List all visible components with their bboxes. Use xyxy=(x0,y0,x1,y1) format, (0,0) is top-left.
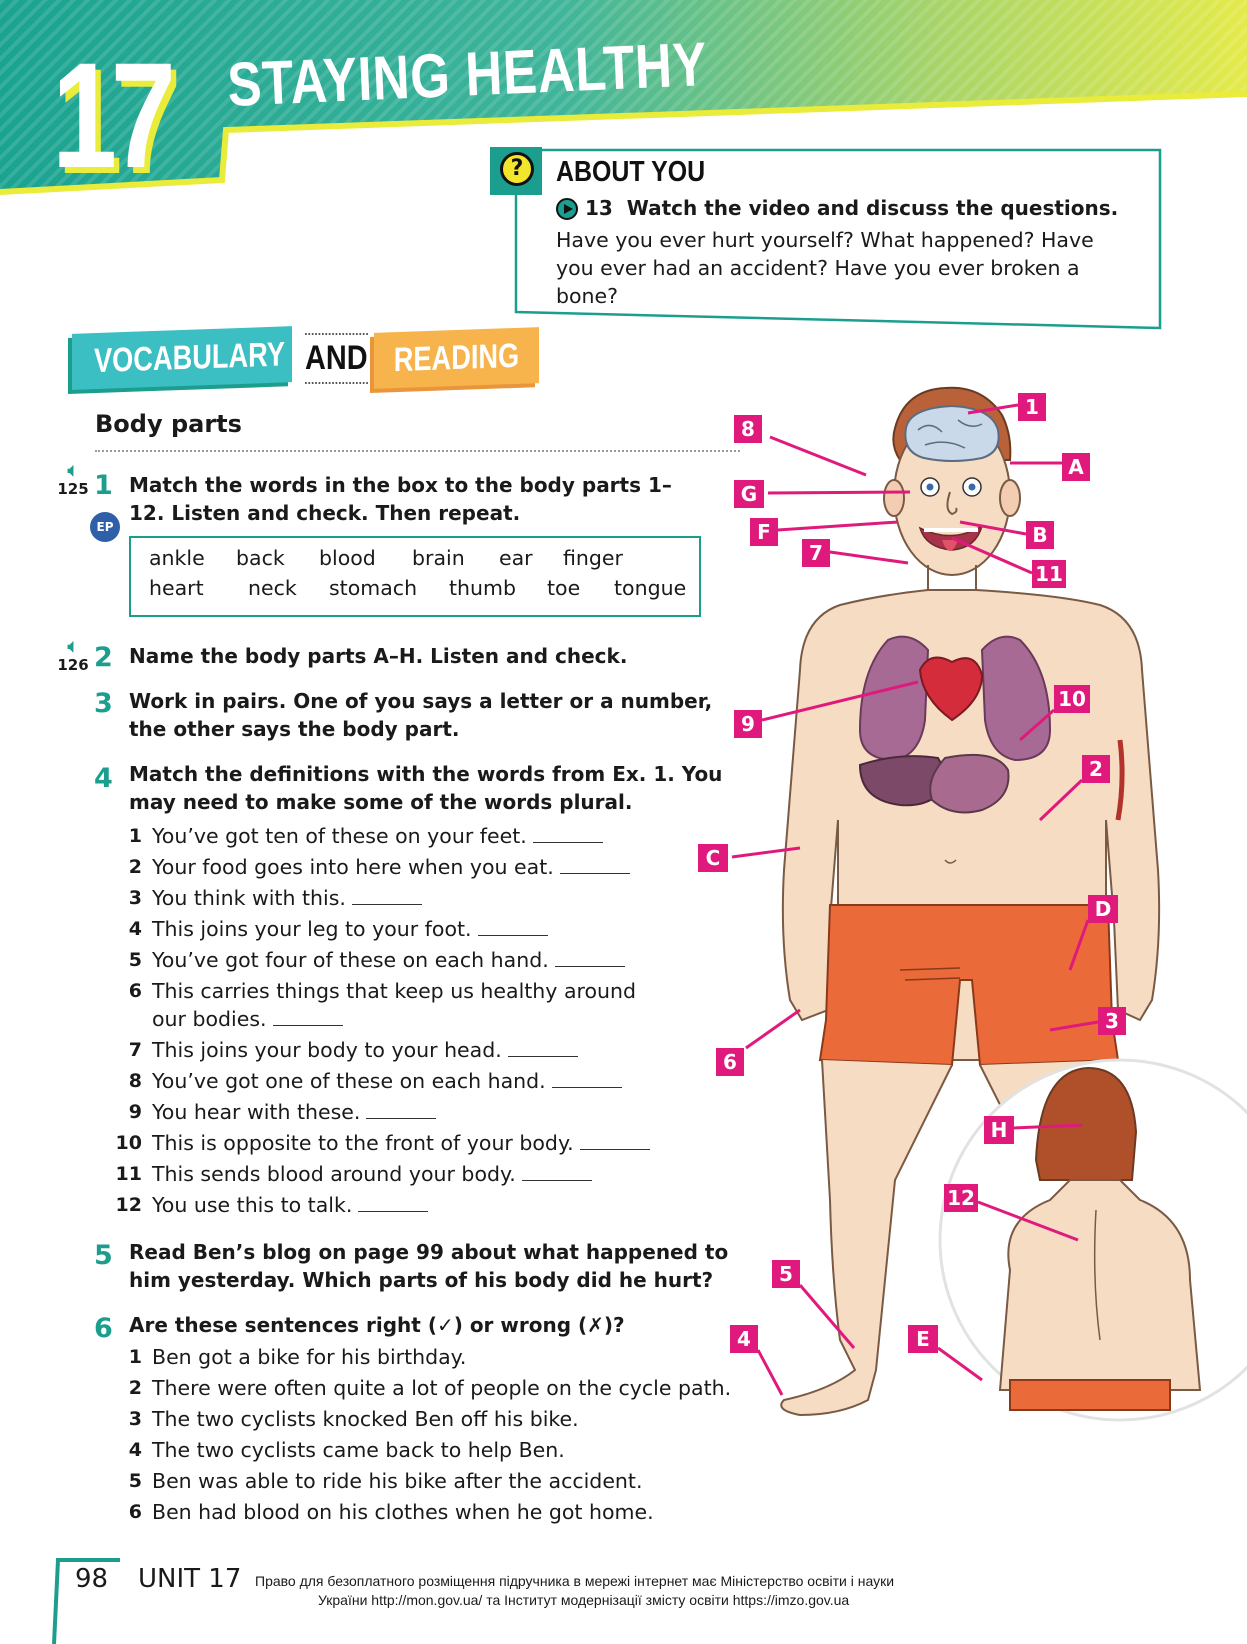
item-number: 4 xyxy=(128,918,142,940)
exercise-6-instruction: Are these sentences right (✓) or wrong (✗)? xyxy=(129,1313,625,1337)
definition: You’ve got ten of these on your feet. xyxy=(152,822,603,850)
word: blood xyxy=(319,546,376,570)
copyright-line-1: Право для безоплатного розміщення підручника в мережі інтернет має Міністерство освіти і науки xyxy=(255,1573,895,1589)
svg-text:F: F xyxy=(757,520,771,544)
copyright-line-2: України http://mon.gov.ua/ та Інститут модернізації змісту освіти https://imzo.gov.ua xyxy=(318,1592,850,1608)
ep-badge: EP xyxy=(90,512,120,542)
definition-continued: our bodies. xyxy=(152,1005,343,1033)
word: finger xyxy=(563,546,623,570)
label-tag-4 xyxy=(730,1325,758,1353)
label-tag-6 xyxy=(716,1048,744,1076)
item-number: 1 xyxy=(128,1346,142,1368)
label-tag-7 xyxy=(802,539,830,567)
item-number: 9 xyxy=(128,1101,142,1123)
label-tag-D xyxy=(1088,895,1118,923)
item-number: 3 xyxy=(128,1408,142,1430)
definition: You think with this. xyxy=(152,884,422,912)
label-tag-1 xyxy=(1018,393,1046,421)
word-box xyxy=(129,536,701,617)
audio-track-126[interactable]: 🔈︎ 126 xyxy=(55,638,91,674)
audio-track-125[interactable]: 🔈︎ 125 xyxy=(55,462,91,498)
heading-divider xyxy=(95,450,740,452)
exercise-4-number: 4 xyxy=(94,763,113,794)
label-tag-B xyxy=(1026,521,1054,549)
word: heart xyxy=(149,576,204,600)
question-mark-icon: ? xyxy=(500,152,534,186)
unit-title: STAYING HEALTHY xyxy=(226,30,709,120)
item-number: 6 xyxy=(128,1501,142,1523)
label-tag-F xyxy=(750,518,778,546)
statement: The two cyclists knocked Ben off his bike. xyxy=(152,1407,579,1431)
unit-number: 17 xyxy=(52,31,170,199)
body-illustration xyxy=(705,380,1247,1500)
item-number: 5 xyxy=(128,1470,142,1492)
definition: Your food goes into here when you eat. xyxy=(152,853,630,881)
svg-text:10: 10 xyxy=(1058,687,1086,711)
svg-text:B: B xyxy=(1032,523,1048,547)
label-tag-3 xyxy=(1098,1007,1126,1035)
word: ankle xyxy=(149,546,205,570)
statement: Ben was able to ride his bike after the accident. xyxy=(152,1469,643,1493)
svg-text:E: E xyxy=(916,1327,930,1351)
definition: This joins your body to your head. xyxy=(152,1036,578,1064)
label-tag-11 xyxy=(1032,560,1066,588)
item-number: 7 xyxy=(128,1039,142,1061)
answer-blank[interactable] xyxy=(522,1179,592,1181)
page-number: 98 xyxy=(75,1564,109,1594)
speaker-icon: 🔈︎ xyxy=(67,636,79,657)
exercise-3-number: 3 xyxy=(94,688,113,719)
item-number: 1 xyxy=(128,825,142,847)
svg-text:7: 7 xyxy=(809,541,823,565)
statement: Ben got a bike for his birthday. xyxy=(152,1345,467,1369)
label-tag-12 xyxy=(944,1184,978,1212)
section-heading: Body parts xyxy=(95,410,242,438)
label-tag-9 xyxy=(734,710,762,738)
word: neck xyxy=(248,576,297,600)
svg-text:G: G xyxy=(740,482,758,506)
label-tag-G xyxy=(734,480,764,508)
about-you-task: 13 Watch the video and discuss the questions. xyxy=(585,196,1119,220)
definition: This sends blood around your body. xyxy=(152,1160,592,1188)
item-number: 2 xyxy=(128,1377,142,1399)
definition: You use this to talk. xyxy=(152,1191,428,1219)
answer-blank[interactable] xyxy=(352,903,422,905)
svg-text:2: 2 xyxy=(1089,757,1103,781)
item-number: 10 xyxy=(115,1132,142,1154)
exercise-3-instruction: Work in pairs. One of you says a letter or a number, the other says the body part. xyxy=(129,689,713,741)
word: back xyxy=(236,546,285,570)
exercise-1-instruction: Match the words in the box to the body parts 1–12. Listen and check. Then repeat. xyxy=(129,473,672,525)
item-number: 12 xyxy=(115,1194,142,1216)
item-number: 6 xyxy=(128,980,142,1002)
answer-blank[interactable] xyxy=(555,965,625,967)
item-number: 11 xyxy=(115,1163,142,1185)
svg-text:1: 1 xyxy=(1025,395,1039,419)
svg-text:C: C xyxy=(705,846,721,870)
label-tag-E xyxy=(908,1325,938,1353)
item-number: 4 xyxy=(128,1439,142,1461)
answer-blank[interactable] xyxy=(358,1210,428,1212)
item-number: 5 xyxy=(128,949,142,971)
exercise-2-number: 2 xyxy=(94,642,113,673)
label-tag-A xyxy=(1062,453,1090,481)
statement: There were often quite a lot of people on the cycle path. xyxy=(152,1376,732,1400)
about-you-questions: Have you ever hurt yourself? What happened? Have you ever had an accident? Have you ever broken a bone? xyxy=(556,228,1094,308)
exercise-4-instruction: Match the definitions with the words from Ex. 1. You may need to make some of the words plural. xyxy=(129,762,723,814)
label-tag-5 xyxy=(772,1260,800,1288)
label-tag-2 xyxy=(1082,755,1110,783)
word: brain xyxy=(412,546,465,570)
answer-blank[interactable] xyxy=(533,841,603,843)
item-number: 8 xyxy=(128,1070,142,1092)
exercise-6-number: 6 xyxy=(94,1313,113,1344)
svg-text:4: 4 xyxy=(737,1327,751,1351)
and-banner: AND xyxy=(305,333,368,384)
answer-blank[interactable] xyxy=(508,1055,578,1057)
unit-label: UNIT 17 xyxy=(138,1564,242,1594)
about-you-title: ABOUT YOU xyxy=(556,156,706,188)
definition: This is opposite to the front of your body. xyxy=(152,1129,650,1157)
exercise-2-instruction: Name the body parts A–H. Listen and check. xyxy=(129,644,628,668)
definition: This joins your leg to your foot. xyxy=(152,915,548,943)
svg-text:A: A xyxy=(1068,455,1084,479)
reading-banner: READING xyxy=(374,327,539,389)
vocabulary-banner: VOCABULARY xyxy=(72,326,292,390)
svg-text:6: 6 xyxy=(723,1050,737,1074)
video-play-icon[interactable] xyxy=(556,198,578,220)
word: tongue xyxy=(614,576,687,600)
back-view-figure xyxy=(940,1060,1247,1420)
svg-text:12: 12 xyxy=(947,1186,975,1210)
footer-bar xyxy=(0,1558,70,1644)
answer-blank[interactable] xyxy=(580,1148,650,1150)
word: ear xyxy=(499,546,533,570)
label-tag-8 xyxy=(734,415,762,443)
speaker-icon: 🔈︎ xyxy=(67,460,79,481)
definition: This carries things that keep us healthy around xyxy=(152,979,637,1003)
definition: You hear with these. xyxy=(152,1098,436,1126)
exercise-5-instruction: Read Ben’s blog on page 99 about what happened to him yesterday. Which parts of his body did he hurt? xyxy=(129,1240,729,1292)
word: stomach xyxy=(329,576,418,600)
item-number: 2 xyxy=(128,856,142,878)
svg-text:9: 9 xyxy=(741,712,755,736)
answer-blank[interactable] xyxy=(552,1086,622,1088)
question-badge xyxy=(490,147,542,195)
statement: The two cyclists came back to help Ben. xyxy=(152,1438,565,1462)
word: toe xyxy=(547,576,581,600)
definition: You’ve got one of these on each hand. xyxy=(152,1067,622,1095)
answer-blank[interactable] xyxy=(560,872,630,874)
answer-blank[interactable] xyxy=(273,1024,343,1026)
svg-text:H: H xyxy=(990,1118,1008,1142)
answer-blank[interactable] xyxy=(366,1117,436,1119)
item-number: 3 xyxy=(128,887,142,909)
svg-text:5: 5 xyxy=(779,1262,793,1286)
definition: You’ve got four of these on each hand. xyxy=(152,946,625,974)
svg-text:3: 3 xyxy=(1105,1009,1119,1033)
svg-text:8: 8 xyxy=(741,417,755,441)
label-tag-C xyxy=(698,844,728,872)
svg-text:D: D xyxy=(1094,897,1112,921)
exercise-1-number: 1 xyxy=(94,470,113,501)
svg-text:11: 11 xyxy=(1035,562,1063,586)
label-tag-H xyxy=(984,1116,1014,1144)
word: thumb xyxy=(449,576,517,600)
answer-blank[interactable] xyxy=(478,934,548,936)
label-tag-10 xyxy=(1054,685,1090,713)
exercise-5-number: 5 xyxy=(94,1240,113,1271)
statement: Ben had blood on his clothes when he got home. xyxy=(152,1500,654,1524)
